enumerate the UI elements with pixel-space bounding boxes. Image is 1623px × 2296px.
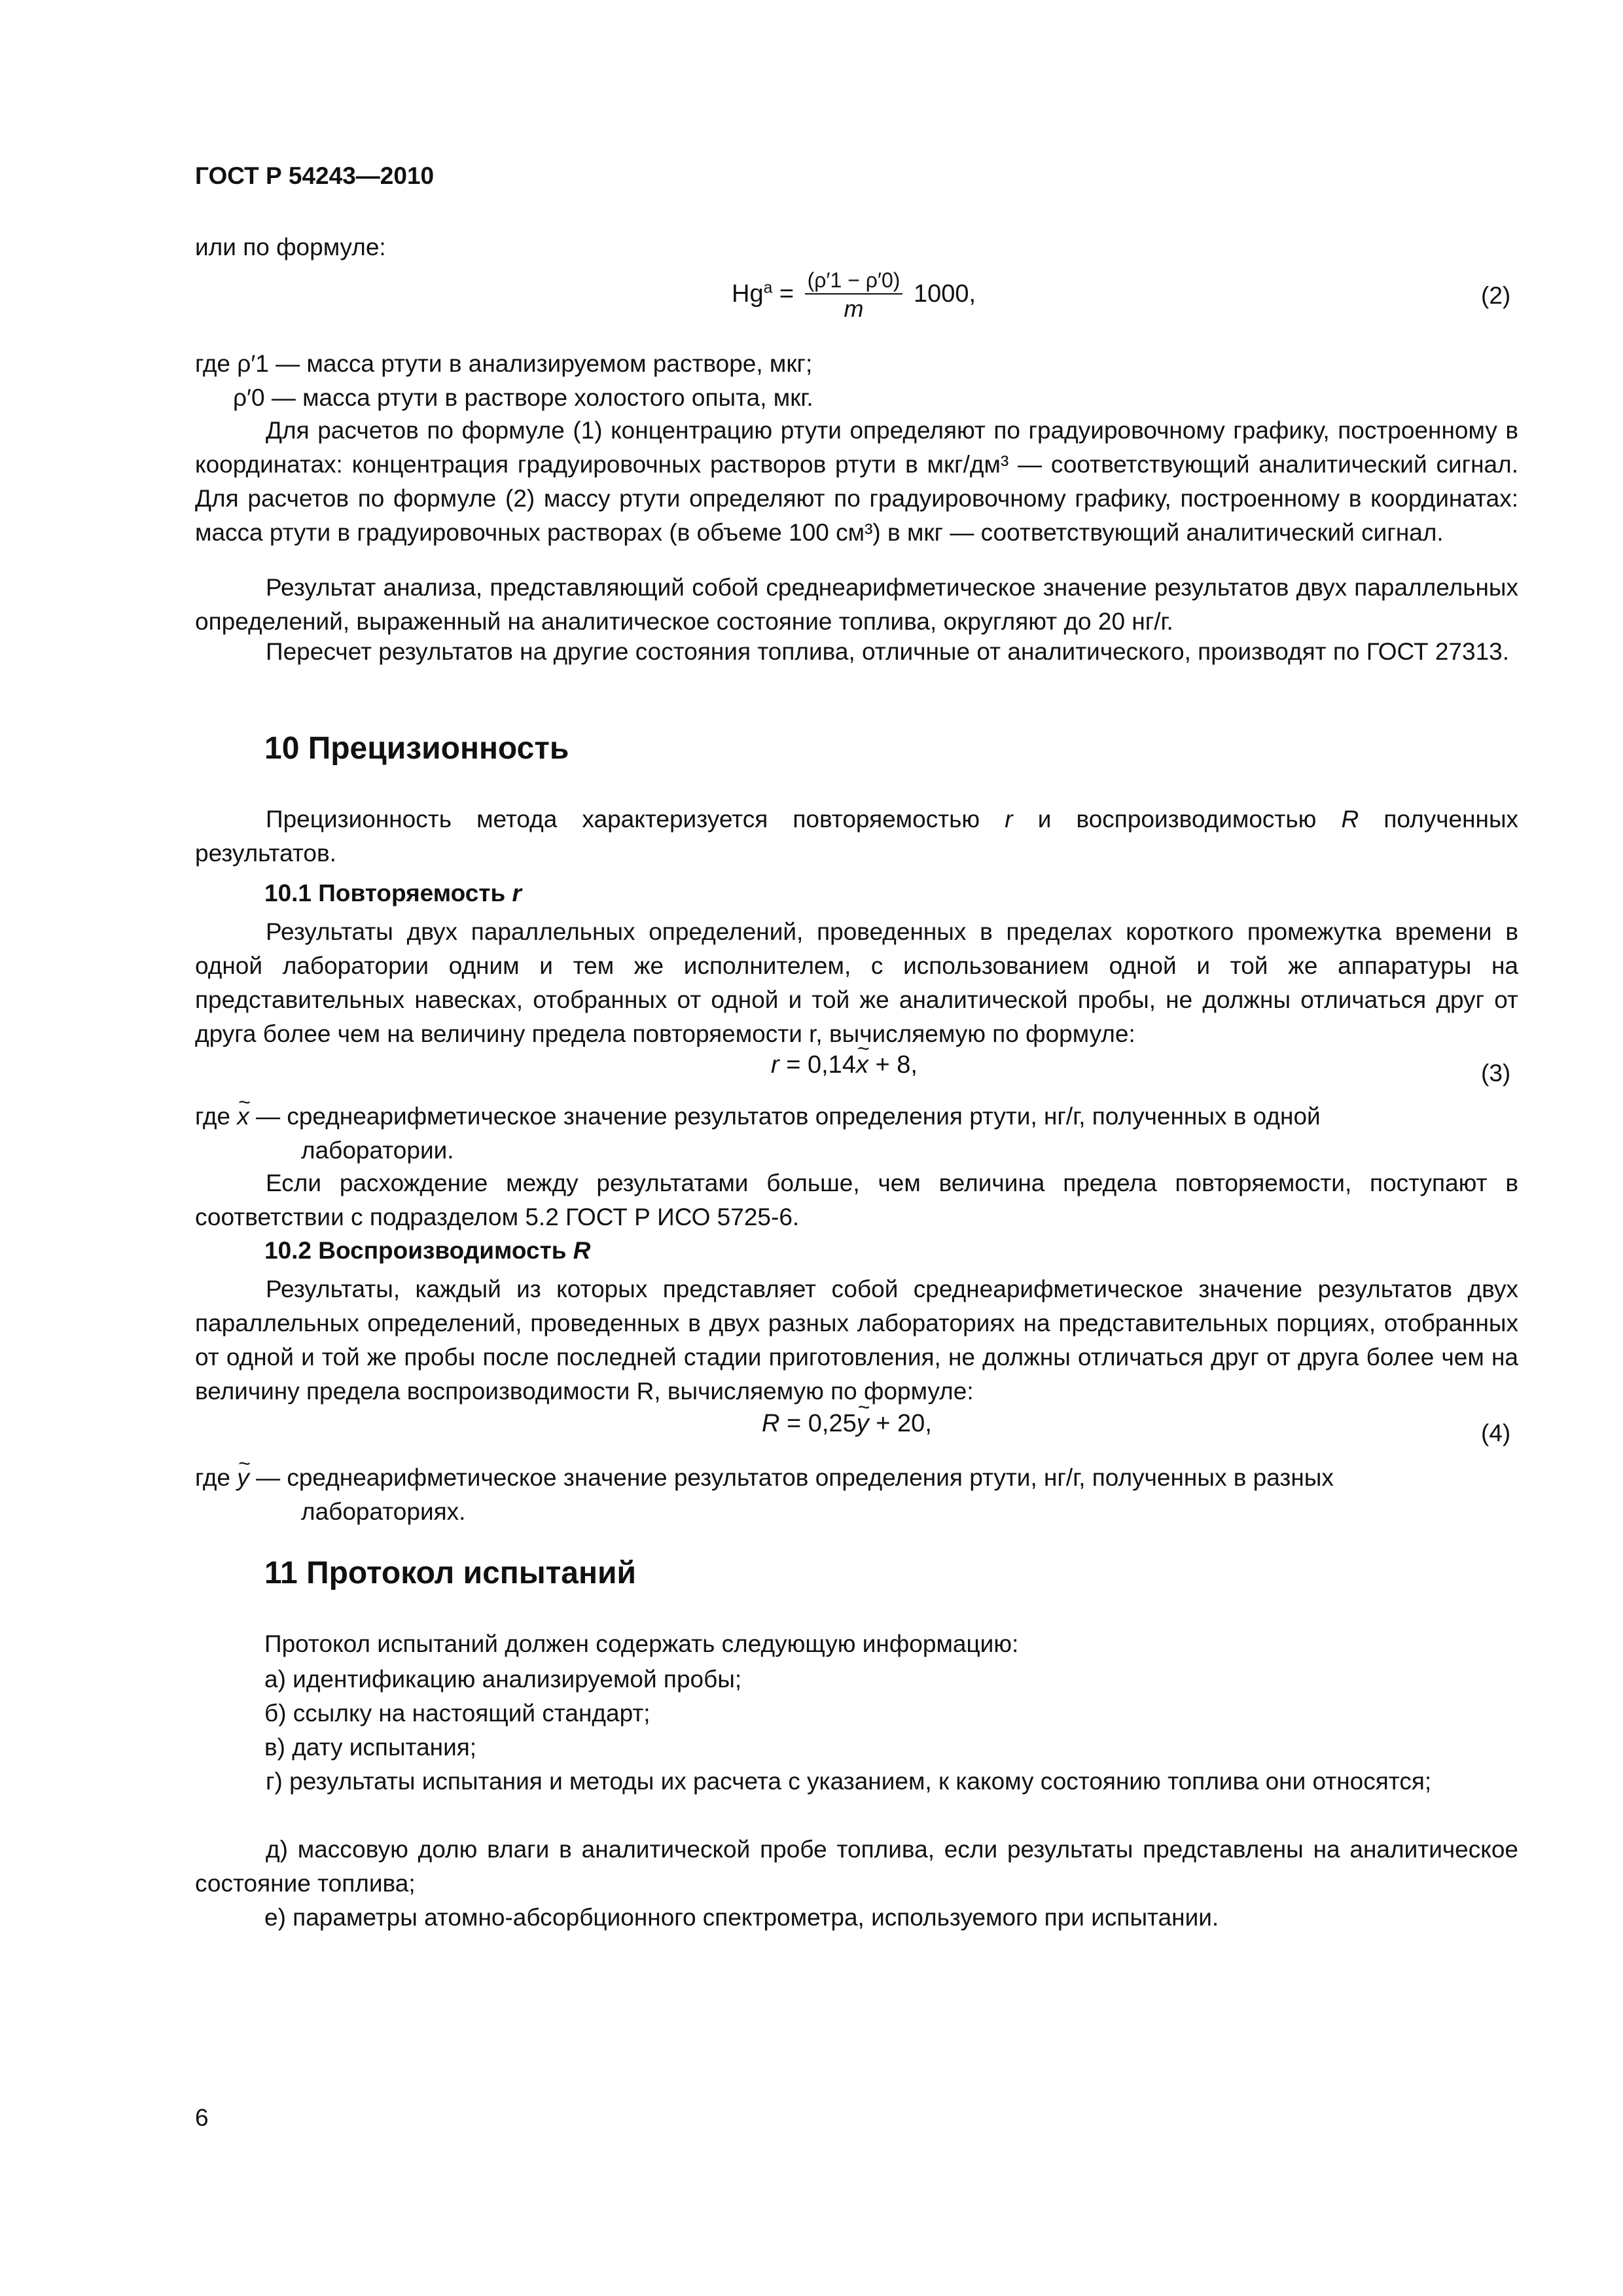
where-4-line-2: лабораториях. bbox=[301, 1498, 466, 1525]
list-item: е) параметры атомно-абсорбционного спектрометра, используемого при испытании. bbox=[264, 1904, 1219, 1931]
where-2-prefix: где bbox=[195, 350, 231, 377]
list-item: г) результаты испытания и методы их расчета с указанием, к какому состоянию топлива они относятся; bbox=[266, 1768, 1432, 1795]
subsection-10-2-text: Результаты, каждый из которых представляет собой среднеарифметическое значение результатов двух параллельных определений, проведенных в двух разных лабораториях на представительных порциях, отобранных от одной и той же пробы после последней стадии приготовления, не должны отличаться друг от друга более чем на величину предела воспроизводимости R, вычисляемую по формуле: bbox=[195, 1276, 1518, 1405]
formula-3-var: ~ x bbox=[856, 1051, 868, 1079]
formula-2-fraction bbox=[805, 267, 903, 323]
formula-3-rhs-b: + 8, bbox=[875, 1051, 918, 1079]
subsection-10-1-note: Если расхождение между результатами больше, чем величина предела повторяемости, поступают в соответствии с подразделом 5.2 ГОСТ Р ИСО 5725-6. bbox=[195, 1170, 1518, 1230]
formula-4-var: ~ y bbox=[857, 1410, 869, 1438]
subsection-10-1-title: 10.1 Повторяемость r bbox=[264, 880, 522, 906]
where-2-line-2 bbox=[233, 381, 813, 415]
where-2-symbol-2: ρ′0 bbox=[233, 384, 265, 411]
where-2-text-2: — масса ртути в растворе холостого опыта, мкг. bbox=[271, 384, 813, 411]
where-2-text-1: — масса ртути в анализируемом растворе, мкг; bbox=[276, 350, 813, 377]
section-10-title: 10 Прецизионность bbox=[264, 731, 569, 766]
list-item: д) массовую долю влаги в аналитической пробе топлива, если результаты представлены на аналитическое состояние топлива; bbox=[195, 1836, 1518, 1897]
list-item: в) дату испытания; bbox=[264, 1734, 477, 1761]
formula-4-number: (4) bbox=[1481, 1420, 1511, 1446]
paragraph-result: Результат анализа, представляющий собой среднеарифметическое значение результатов двух параллельных определений, выраженный на аналитическое состояние топлива, округляют до 20 нг/г. bbox=[195, 574, 1518, 635]
paragraph-recalculation: Пересчет результатов на другие состояния топлива, отличные от аналитического, производят по ГОСТ 27313. bbox=[266, 638, 1510, 665]
formula-3-rhs-a: = 0,14 bbox=[786, 1051, 856, 1079]
formula-4 bbox=[762, 1410, 932, 1438]
section-10-intro: Прецизионность метода характеризуется повторяемостью r и воспроизводимостью R полученных результатов. bbox=[195, 806, 1519, 867]
formula-2-denominator: m bbox=[844, 295, 864, 322]
where-3-line-2: лаборатории. bbox=[301, 1137, 454, 1164]
formula-2-lhs: Hg bbox=[732, 280, 764, 308]
page-number: 6 bbox=[195, 2104, 209, 2131]
formula-intro: или по формуле: bbox=[195, 234, 386, 260]
paragraph-calculation: Для расчетов по формуле (1) концентрацию ртути определяют по градуировочному графику, построенному в координатах: концентрация градуировочных растворов ртути в мкг/дм³ — соответствующий аналитический сигнал. Для расчетов по формуле (2) массу ртути определяют по градуировочному графику, построенному в координатах: масса ртути в градуировочных растворах (в объеме 100 см³) в мкг — соответствующий аналитический сигнал. bbox=[195, 417, 1518, 546]
section-11-intro: Протокол испытаний должен содержать следующую информацию: bbox=[264, 1630, 1019, 1657]
where-4-symbol: ~ y bbox=[237, 1461, 249, 1495]
list-item: а) идентификацию анализируемой пробы; bbox=[264, 1666, 742, 1693]
list-item: б) ссылку на настоящий стандарт; bbox=[264, 1700, 651, 1727]
where-3-line-1: где ~ x — среднеарифметическое значение результатов определения ртути, нг/г, полученных в одной bbox=[195, 1100, 1321, 1134]
formula-3-lhs: r bbox=[771, 1051, 779, 1079]
formula-2-eq: = bbox=[779, 280, 794, 308]
formula-4-lhs: R bbox=[762, 1410, 780, 1437]
formula-2-numerator: (ρ′1 − ρ′0) bbox=[805, 267, 903, 295]
formula-4-rhs-a: = 0,25 bbox=[787, 1410, 857, 1437]
where-2-symbol-1: ρ′1 bbox=[237, 350, 269, 377]
where-3-symbol: ~ x bbox=[237, 1100, 249, 1134]
formula-2-number: (2) bbox=[1481, 282, 1511, 309]
subsection-10-1-text: Результаты двух параллельных определений, проведенных в пределах короткого промежутка времени в одной лаборатории одним и тем же исполнителем, с использованием одной и той же аппаратуры на представительных навесках, отобранных от одной и той же аналитической пробы, не должны отличаться друг от друга более чем на величину предела повторяемости r, вычисляемую по формуле: bbox=[195, 918, 1518, 1047]
formula-4-rhs-b: + 20, bbox=[876, 1410, 932, 1437]
formula-2 bbox=[732, 267, 976, 323]
subsection-10-2-title: 10.2 Воспроизводимость R bbox=[264, 1237, 591, 1264]
formula-3-number: (3) bbox=[1481, 1060, 1511, 1086]
where-2-line-1 bbox=[195, 347, 812, 381]
formula-3 bbox=[771, 1051, 918, 1079]
where-4-line-1: где ~ y — среднеарифметическое значение результатов определения ртути, нг/г, полученных в разных bbox=[195, 1461, 1334, 1495]
document-header: ГОСТ Р 54243—2010 bbox=[195, 162, 435, 189]
formula-2-lhs-sup: a bbox=[763, 279, 773, 297]
formula-2-tail: 1000, bbox=[913, 280, 976, 308]
section-11-title: 11 Протокол испытаний bbox=[264, 1556, 636, 1590]
